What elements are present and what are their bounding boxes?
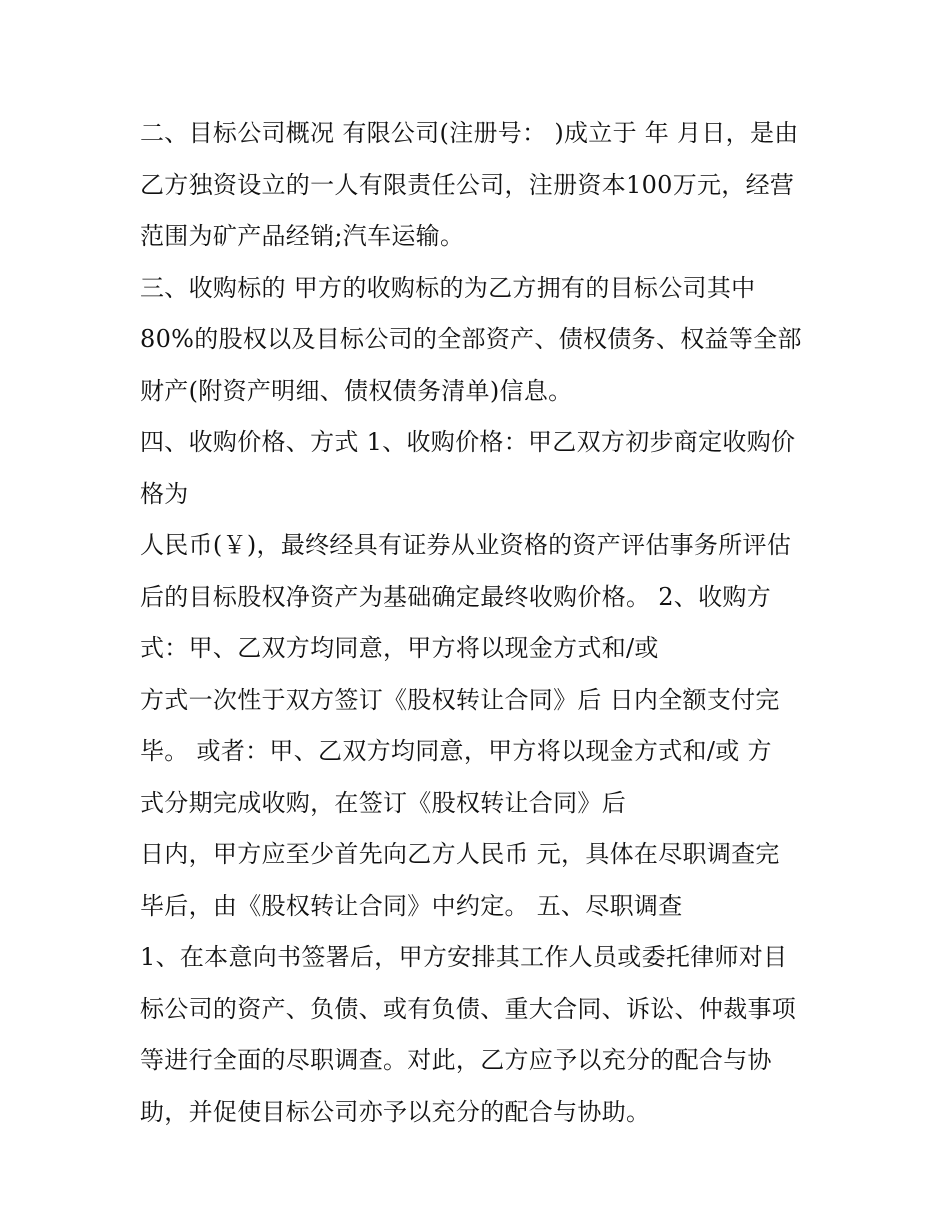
text-line: 1、在本意向书签署后，甲方安排其工作人员或委托律师对目	[140, 943, 788, 971]
text-line: 范围为矿产品经销;汽车运输。	[140, 222, 465, 250]
text-line: 80%的股权以及目标公司的全部资产、债权债务、权益等全部	[140, 325, 802, 353]
text-line: 毕后，由《股权转让合同》中约定。 五、尽职调查	[140, 891, 683, 920]
text-line: 式分期完成收购，在签订《股权转让合同》后	[140, 788, 626, 817]
text-line: 等进行全面的尽职调查。对此，乙方应予以充分的配合与协	[140, 1046, 772, 1074]
text-line: 标公司的资产、负债、或有负债、重大合同、诉讼、仲裁事项	[140, 994, 797, 1023]
document-body	[140, 108, 830, 1138]
text-line: 人民币(￥)，最终经具有证券从业资格的资产评估事务所评估	[140, 531, 792, 559]
text-line: 四、收购价格、方式 1、收购价格：甲乙双方初步商定收购价	[140, 428, 796, 456]
text-line: 乙方独资设立的一人有限责任公司，注册资本100万元，经营	[140, 170, 795, 199]
text-line: 三、收购标的 甲方的收购标的为乙方拥有的目标公司其中	[140, 273, 756, 302]
text-line: 助，并促使目标公司亦予以充分的配合与协助。	[140, 1097, 651, 1126]
text-line: 式：甲、乙双方均同意，甲方将以现金方式和/或	[140, 634, 659, 662]
text-line: 格为	[140, 479, 189, 508]
text-line: 二、目标公司概况 有限公司(注册号： )成立于 年 月日，是由	[140, 119, 799, 147]
text-line: 日内，甲方应至少首先向乙方人民币 元，具体在尽职调查完	[140, 840, 780, 868]
text-line: 毕。 或者：甲、乙双方均同意，甲方将以现金方式和/或 方	[140, 737, 772, 765]
text-line: 后的目标股权净资产为基础确定最终收购价格。 2、收购方	[140, 582, 771, 611]
text-line: 财产(附资产明细、债权债务清单)信息。	[140, 376, 573, 405]
text-line: 方式一次性于双方签订《股权转让合同》后 日内全额支付完	[140, 685, 780, 714]
